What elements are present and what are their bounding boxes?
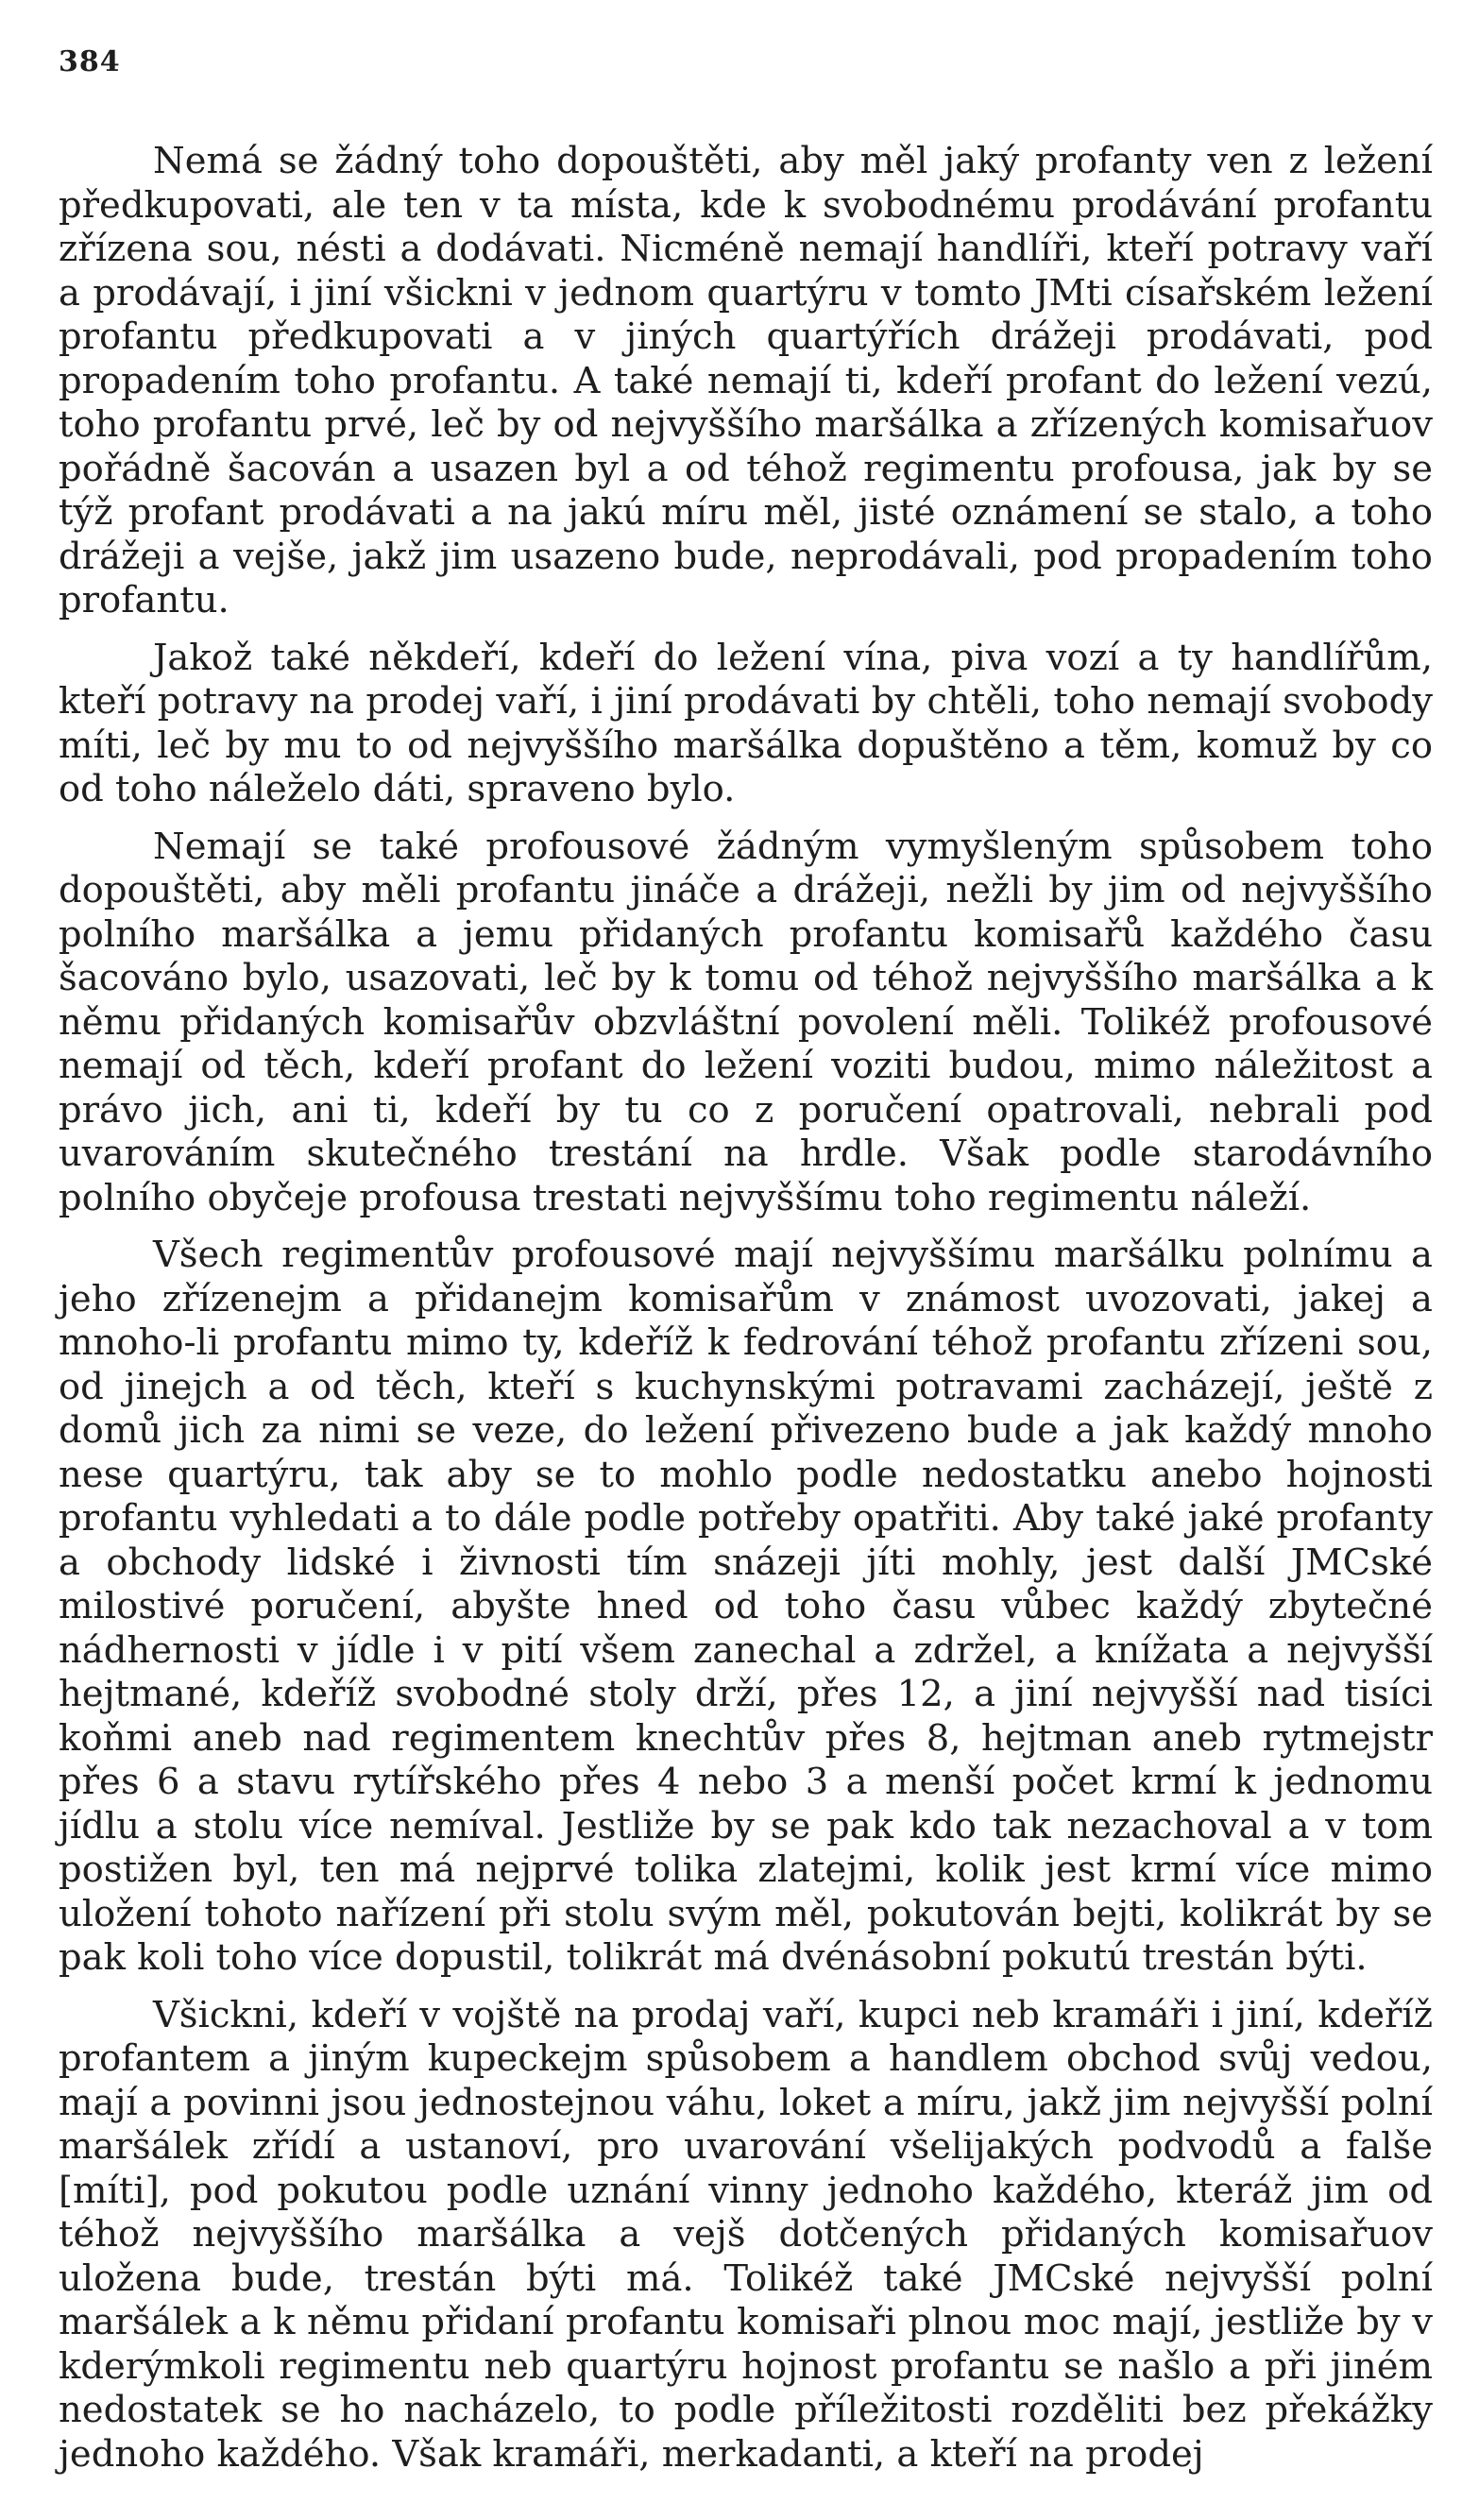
paragraph-4: Všech regimentův profousové mají nejvyššímu maršálku polnímu a jeho zřízenejm a přidanejm komisařům v známost uvozovati, jakej a mnoho-li profantu mimo ty, kdeříž k fedrování téhož profantu zřízeni sou, od jinejch a od těch, kteří s kuchynskými potravami zacházejí, ještě z domů jich za nimi se veze, do ležení přivezeno bude a jak každý mnoho nese quartýru, tak aby se to mohlo podle nedostatku anebo hojnosti profantu vyhledati a to dále podle potřeby opatřiti. Aby také jaké profanty a obchody lidské i živnosti tím snázeji jíti mohly, jest další JMCské milostivé poručení, abyšte hned od toho času vůbec každý zbytečné nádhernosti v jídle i v pití všem zanechal a zdržel, a knížata a nejvyšší hejtmané, kdeříž svobodné stoly drží, přes 12, a jiní nejvyšší nad tisíci koňmi aneb nad regimentem knechtův přes 8, hejtman aneb rytmejstr přes 6 a stavu rytířského přes 4 nebo 3 a menší počet krmí k jednomu jídlu a stolu více nemíval. Jestliže by se pak kdo tak nezachoval a v tom postižen byl, ten má nejprvé tolika zlatejmi, kolik jest krmí více mimo uložení tohoto nařízení při stolu svým měl, pokutován bejti, kolikrát by se pak koli toho více dopustil, tolikrát má dvénásobní pokutú trestán býti. bbox=[59, 1234, 1433, 1979]
page-number: 384 bbox=[59, 45, 121, 78]
text-body bbox=[59, 140, 1433, 2490]
paragraph-5: Všickni, kdeří v vojště na prodaj vaří, kupci neb kramáři i jiní, kdeříž profantem a jiným kupeckejm spůsobem a handlem obchod svůj vedou, mají a povinni jsou jednostejnou váhu, loket a míru, jakž jim nejvyšší polní maršálek zřídí a ustanoví, pro uvarování všelijakých podvodů a falše [míti], pod pokutou podle uznání vinny jednoho každého, kteráž jim od téhož nejvyššího maršálka a vejš dotčených přidaných komisařuov uložena bude, trestán býti má. Tolikéž také JMCské nejvyšší polní maršálek a k němu přidaní profantu komisaři plnou moc mají, jestliže by v kderýmkoli regimentu neb quartýru hojnost profantu se našlo a při jiném nedostatek se ho nacházelo, to podle příležitosti rozděliti bez překážky jednoho každého. Však kramáři, merkadanti, a kteří na prodej bbox=[59, 1993, 1433, 2476]
paragraph-1: Nemá se žádný toho dopouštěti, aby měl jaký profanty ven z ležení předkupovati, ale ten v ta místa, kde k svobodnému prodávání profantu zřízena sou, nésti a dodávati. Nicméně nemají handlíři, kteří potravy vaří a prodávají, i jiní všickni v jednom quartýru v tomto JMti císařském ležení profantu předkupovati a v jiných quartýřích drážeji prodávati, pod propadením toho profantu. A také nemají ti, kdeří profant do ležení vezú, toho profantu prvé, leč by od nejvyššího maršálka a zřízených komisařuov pořádně šacován a usazen byl a od téhož regimentu profousa, jak by se týž profant prodávati a na jakú míru měl, jisté oznámení se stalo, a toho drážeji a vejše, jakž jim usazeno bude, neprodávali, pod propadením toho profantu. bbox=[59, 140, 1433, 621]
paragraph-2: Jakož také někdeří, kdeří do ležení vína, piva vozí a ty handlířům, kteří potravy na prodej vaří, i jiní prodávati by chtěli, toho nemají svobody míti, leč by mu to od nejvyššího maršálka dopuštěno a těm, komuž by co od toho náleželo dáti, spraveno bylo. bbox=[59, 636, 1433, 810]
paragraph-3: Nemají se také profousové žádným vymyšleným spůsobem toho dopouštěti, aby měli profantu jináče a drážeji, nežli by jim od nejvyššího polního maršálka a jemu přidaných profantu komisařů každého času šacováno bylo, usazovati, leč by k tomu od téhož nejvyššího maršálka a k němu přidaných komisařův obzvláštní povolení měli. Tolikéž profousové nemají od těch, kdeří profant do ležení voziti budou, mimo náležitost a právo jich, ani ti, kdeří by tu co z poručení opatrovali, nebrali pod uvarováním skutečného trestání na hrdle. Však podle starodávního polního obyčeje profousa trestati nejvyššímu toho regimentu náleží. bbox=[59, 825, 1433, 1219]
